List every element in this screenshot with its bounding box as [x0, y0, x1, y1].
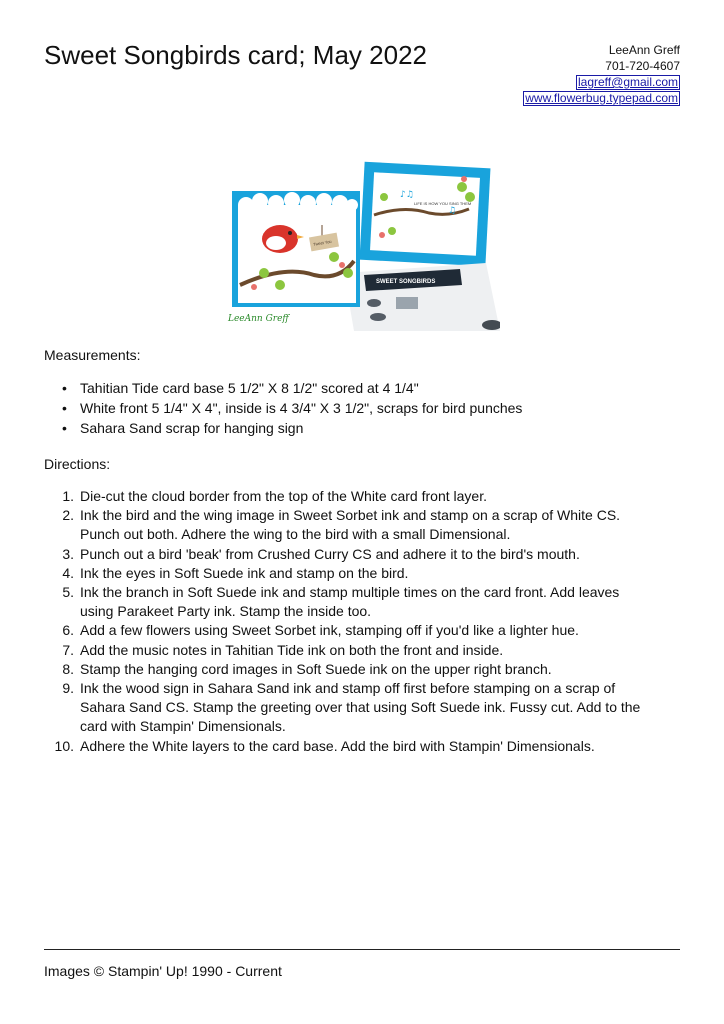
direction-step: [44, 679, 680, 737]
step-line: Ink the eyes in Soft Suede ink and stamp on the bird.: [80, 564, 409, 581]
step-line: Ink the branch in Soft Suede ink and stamp multiple times on the card front. Add leaves: [80, 584, 620, 601]
step-line: Add a few flowers using Sweet Sorbet ink, stamping off if you'd like a lighter hue.: [80, 622, 579, 639]
step-line: card with Stampin' Dimensionals.: [80, 718, 286, 735]
step-text: [80, 660, 680, 679]
direction-step: [44, 545, 680, 564]
footer-divider: [44, 949, 680, 950]
website-link[interactable]: www.flowerbug.typepad.com: [525, 91, 678, 105]
direction-step: [44, 660, 680, 679]
direction-step: [44, 621, 680, 640]
direction-step: [44, 506, 680, 544]
step-text: [80, 621, 680, 640]
step-number: 10.: [54, 737, 74, 754]
inside-greeting: LIFE IS HOW YOU SING THEM: [414, 201, 472, 206]
step-line: Punch out both. Adhere the wing to the bird with a small Dimensional.: [80, 526, 511, 543]
email-link[interactable]: lagreff@gmail.com: [578, 75, 678, 89]
list-item: • Sahara Sand scrap for hanging sign: [62, 418, 522, 438]
step-text: [80, 737, 680, 756]
music-note-icon: ♫: [448, 206, 457, 216]
page-title: Sweet Songbirds card; May 2022: [44, 40, 427, 70]
direction-step: [44, 564, 680, 583]
step-number: 3.: [62, 545, 74, 562]
step-number: 4.: [62, 564, 74, 581]
step-number: 1.: [62, 488, 74, 504]
step-text: [80, 545, 680, 564]
step-number: 9.: [62, 680, 74, 697]
step-line: Sahara Sand CS. Stamp the greeting over that using Soft Suede ink. Fussy cut. Add to the: [80, 699, 641, 716]
direction-step: [44, 737, 680, 756]
list-item: • White front 5 1/4" X 4", inside is 4 3/4" X 3 1/2", scraps for bird punches: [62, 398, 522, 418]
author-name: LeeAnn Greff: [608, 43, 680, 57]
step-number: 7.: [62, 641, 74, 658]
step-line: Punch out a bird 'beak' from Crushed Curry CS and adhere it to the bird's mouth.: [80, 545, 580, 562]
directions-heading: Directions:: [44, 456, 111, 472]
step-text: [80, 487, 680, 506]
measurements-list: [62, 378, 522, 438]
direction-step: [44, 487, 680, 506]
step-number: 2.: [62, 507, 74, 524]
music-note-icon: ♪♫: [400, 190, 414, 200]
step-line: Adhere the White layers to the card base. Add the bird with Stampin' Dimensionals.: [80, 737, 595, 754]
step-text: [80, 641, 680, 660]
measurements-heading: Measurements:: [44, 347, 141, 363]
step-number: 6.: [62, 622, 74, 639]
phone-number: 701-720-4607: [605, 59, 680, 73]
step-text: [80, 583, 680, 621]
direction-step: [44, 641, 680, 660]
copyright-footer: Images © Stampin' Up! 1990 - Current: [44, 963, 282, 979]
step-line: Ink the wood sign in Sahara Sand ink and stamp off first before stamping on a scrap of: [80, 680, 616, 697]
step-text: [80, 679, 680, 737]
directions-list: [44, 487, 680, 756]
step-line: using Parakeet Party ink. Stamp the inside too.: [80, 603, 372, 620]
step-text: [80, 564, 680, 583]
card-photo: [224, 135, 500, 331]
card-photo-illustration: [224, 135, 500, 331]
step-line: Stamp the hanging cord images in Soft Suede ink on the upper right branch.: [80, 660, 552, 677]
step-line: Ink the bird and the wing image in Sweet Sorbet ink and stamp on a scrap of White CS.: [80, 507, 621, 524]
step-line: Add the music notes in Tahitian Tide ink on both the front and inside.: [80, 641, 504, 658]
step-number: 5.: [62, 584, 74, 601]
contact-block: [523, 42, 680, 106]
step-number: 8.: [62, 660, 74, 677]
list-item: • Tahitian Tide card base 5 1/2" X 8 1/2" scored at 4 1/4": [62, 378, 522, 398]
step-text: [80, 506, 680, 544]
stamp-set-title: SWEET SONGBIRDS: [376, 279, 436, 285]
sign-text: Tweet You: [312, 238, 332, 247]
direction-step: [44, 583, 680, 621]
photo-signature: LeeAnn Greff: [228, 314, 289, 324]
step-line: Die-cut the cloud border from the top of the White card front layer.: [80, 488, 487, 504]
